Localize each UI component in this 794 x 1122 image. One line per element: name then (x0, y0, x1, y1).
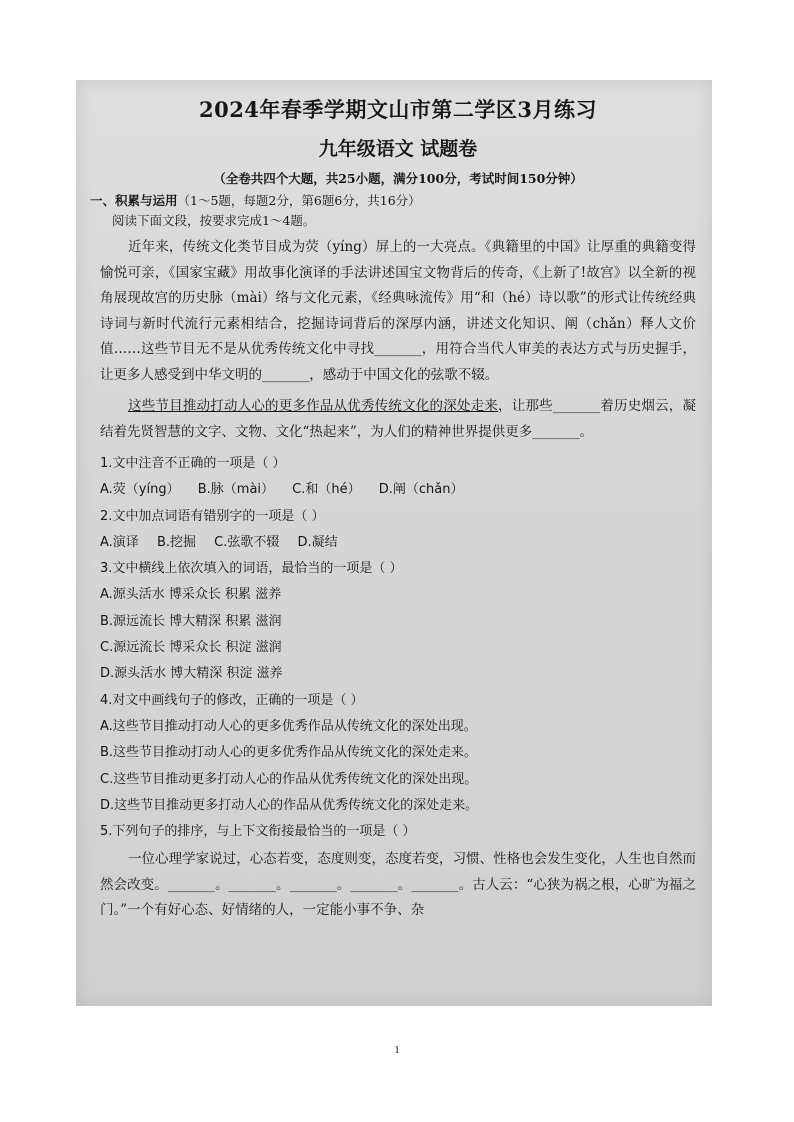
exam-subtitle: 九年级语文 试题卷 (318, 138, 478, 160)
question-5 (100, 819, 696, 845)
section-scoring: （1～5题，每题2分，第6题6分，共16分） (177, 193, 421, 208)
option-d: D.凝结 (297, 534, 338, 550)
section-instruction: 阅读下面文段，按要求完成1～4题。 (112, 213, 316, 228)
passage-paragraph-1: 近年来，传统文化类节目成为荧（yíng）屏上的一大亮点。《典籍里的中国》让厚重的典籍变得愉悦可亲，《国家宝藏》用故事化演译的手法讲述国宝文物背后的传奇，《上新了!故宫》以全新的视角展现故宫的历史脉（mài）络与文化元素，《经典咏流传》用“和（hé）诗以歌”的形式让传统经典诗词与新时代流行元素相结合，挖掘诗词背后的深厚内涵，讲述文化知识、阐（chǎn）释人文价值……这些节目无不是从优秀传统文化中寻找_______，用符合当代人审美的表达方式与历史握手，让更多人感受到中华文明的_______，感动于中国文化的弦歌不辍。 (100, 239, 696, 383)
underlined-sentence: 这些节目推动打动人心的更多作品从优秀传统文化的深处走来 (128, 398, 499, 414)
question-stem: 4.对文中画线句子的修改，正确的一项是（ ） (100, 692, 364, 708)
exam-info: （全卷共四个大题，共25小题，满分100分，考试时间150分钟） (213, 171, 583, 186)
option-b: B.脉（mài） (197, 482, 275, 498)
passage-paragraph-2-rest: ，让那些_______着历史烟云，凝结着先贤智慧的文字、文物、文化“热起来”，为人们的精神世界提供更多_______。 (100, 398, 697, 440)
option-d: D.这些节目推动更多打动人心的作品从优秀传统文化的深处走来。 (100, 797, 479, 813)
question-3 (100, 556, 696, 687)
passage-paragraph-2 (100, 394, 696, 445)
question-1-options (100, 477, 696, 503)
question-2-options (100, 530, 696, 556)
option-c: C.源远流长 博采众长 积淀 滋润 (100, 640, 282, 656)
question-stem: 2.文中加点词语有错别字的一项是（ ） (100, 508, 325, 524)
option-c: C.这些节目推动更多打动人心的作品从优秀传统文化的深处出现。 (100, 771, 478, 787)
section-title: 一、积累与运用 (90, 193, 178, 208)
section-heading (90, 191, 696, 209)
option-c: C.和（hé） (292, 482, 361, 498)
option-b: B.挖掘 (156, 534, 197, 550)
option-a: A.荧（yíng） (100, 482, 180, 498)
question-5-passage: 一位心理学家说过，心态若变，态度则变，态度若变，习惯、性格也会发生变化，人生也自然而然会改变。_______。_______。_______。_______。_______。古人云：“心狭为祸之根，心旷为福之门。”一个有好心态、好情绪的人，一定能小事不争、杂 (100, 851, 696, 919)
question-stem: 3.文中横线上依次填入的词语，最恰当的一项是（ ） (100, 561, 403, 577)
page-number: 1 (394, 1044, 400, 1056)
question-stem: 5.下列句子的排序，与上下文衔接最恰当的一项是（ ） (100, 824, 416, 840)
option-a: A.源头活水 博采众长 积累 滋养 (100, 587, 282, 603)
question-stem: 1.文中注音不正确的一项是（ ） (100, 456, 286, 471)
scanned-page (76, 80, 712, 1006)
exam-title: 2024年春季学期文山市第二学区3月练习 (198, 97, 598, 122)
option-a: A.演译 (100, 534, 139, 550)
question-1 (100, 451, 696, 504)
option-c: C.弦歌不辍 (214, 534, 280, 550)
question-2 (100, 504, 696, 557)
option-d: D.阐（chǎn） (378, 482, 464, 498)
page-content (90, 90, 697, 924)
option-d: D.源头活水 博大精深 积淀 滋养 (100, 666, 283, 682)
question-4 (100, 688, 696, 819)
option-b: B.源远流长 博大精深 积累 滋润 (100, 613, 282, 629)
option-b: B.这些节目推动打动人心的更多优秀作品从传统文化的深处走来。 (100, 745, 478, 761)
option-a: A.这些节目推动打动人心的更多优秀作品从传统文化的深处出现。 (100, 718, 477, 734)
